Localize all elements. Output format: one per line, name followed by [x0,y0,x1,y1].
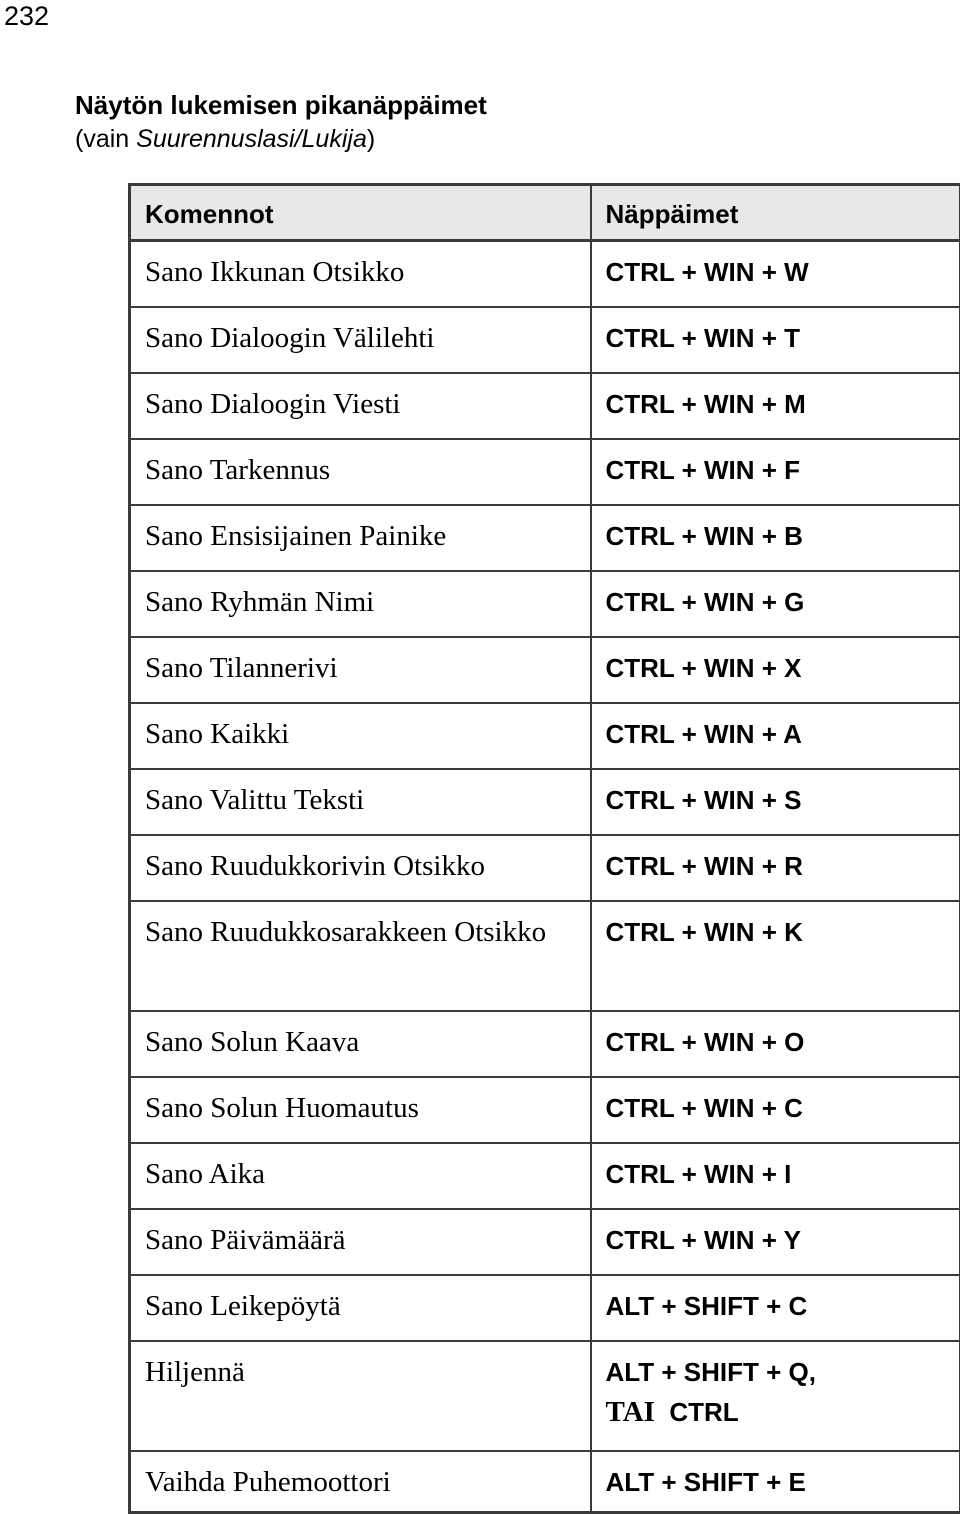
keys-cell: CTRL + WIN + R [591,835,960,901]
subtitle-emphasis: Suurennuslasi/Lukija [136,125,367,153]
table-row [130,241,960,307]
heading-title: Näytön lukemisen pikanäppäimet [75,88,487,122]
keys-line-2 [606,1392,946,1432]
keys-cell: CTRL + WIN + X [591,637,960,703]
keys-cell: CTRL + WIN + A [591,703,960,769]
command-cell: Hiljennä [130,1341,591,1451]
keys-or-label: TAI [606,1396,655,1428]
command-cell: Sano Solun Huomautus [130,1077,591,1143]
keys-cell: CTRL + WIN + G [591,571,960,637]
table-row [130,571,960,637]
command-cell: Sano Dialoogin Välilehti [130,307,591,373]
keys-cell: CTRL + WIN + B [591,505,960,571]
keys-cell: CTRL + WIN + W [591,241,960,307]
command-cell: Sano Ruudukkosarakkeen Otsikko [130,901,591,1011]
page-number: 232 [4,0,49,32]
keys-cell: CTRL + WIN + C [591,1077,960,1143]
command-cell: Sano Kaikki [130,703,591,769]
keys-cell: ALT + SHIFT + E [591,1451,960,1513]
table-row [130,1209,960,1275]
command-cell: Sano Ruudukkorivin Otsikko [130,835,591,901]
command-cell: Sano Tilannerivi [130,637,591,703]
keys-cell: CTRL + WIN + T [591,307,960,373]
section-heading [75,88,487,156]
command-cell: Sano Tarkennus [130,439,591,505]
keys-cell: CTRL + WIN + Y [591,1209,960,1275]
command-cell: Sano Ensisijainen Painike [130,505,591,571]
table-row [130,307,960,373]
table-row [130,901,960,1011]
heading-subtitle [75,122,487,156]
command-cell: Sano Solun Kaava [130,1011,591,1077]
table-body [130,241,960,1513]
command-cell: Sano Ryhmän Nimi [130,571,591,637]
command-cell: Vaihda Puhemoottori [130,1451,591,1513]
keys-cell: CTRL + WIN + O [591,1011,960,1077]
keys-cell: CTRL + WIN + F [591,439,960,505]
keys-cell: CTRL + WIN + I [591,1143,960,1209]
header-keys: Näppäimet [591,185,960,241]
keys-cell: CTRL + WIN + K [591,901,960,1011]
table-row [130,1341,960,1451]
command-cell: Sano Leikepöytä [130,1275,591,1341]
keys-line-1: ALT + SHIFT + Q, [606,1352,946,1392]
table-row [130,505,960,571]
keys-cell: ALT + SHIFT + C [591,1275,960,1341]
table-row [130,637,960,703]
table-row [130,703,960,769]
table-row [130,1451,960,1513]
keys-cell: CTRL + WIN + M [591,373,960,439]
table-header [130,185,960,241]
table-row [130,1077,960,1143]
keys-alt: CTRL [669,1397,738,1427]
keys-cell: CTRL + WIN + S [591,769,960,835]
table-row [130,373,960,439]
header-row [130,185,960,241]
table-row [130,1275,960,1341]
table-row [130,1011,960,1077]
shortcuts-table [128,183,960,1514]
table-row [130,835,960,901]
command-cell: Sano Ikkunan Otsikko [130,241,591,307]
subtitle-prefix: (vain [75,125,136,153]
command-cell: Sano Valittu Teksti [130,769,591,835]
header-commands: Komennot [130,185,591,241]
keys-cell [591,1341,960,1451]
table-row [130,769,960,835]
table-row [130,1143,960,1209]
command-cell: Sano Päivämäärä [130,1209,591,1275]
command-cell: Sano Aika [130,1143,591,1209]
table-row [130,439,960,505]
command-cell: Sano Dialoogin Viesti [130,373,591,439]
subtitle-suffix: ) [367,125,375,153]
